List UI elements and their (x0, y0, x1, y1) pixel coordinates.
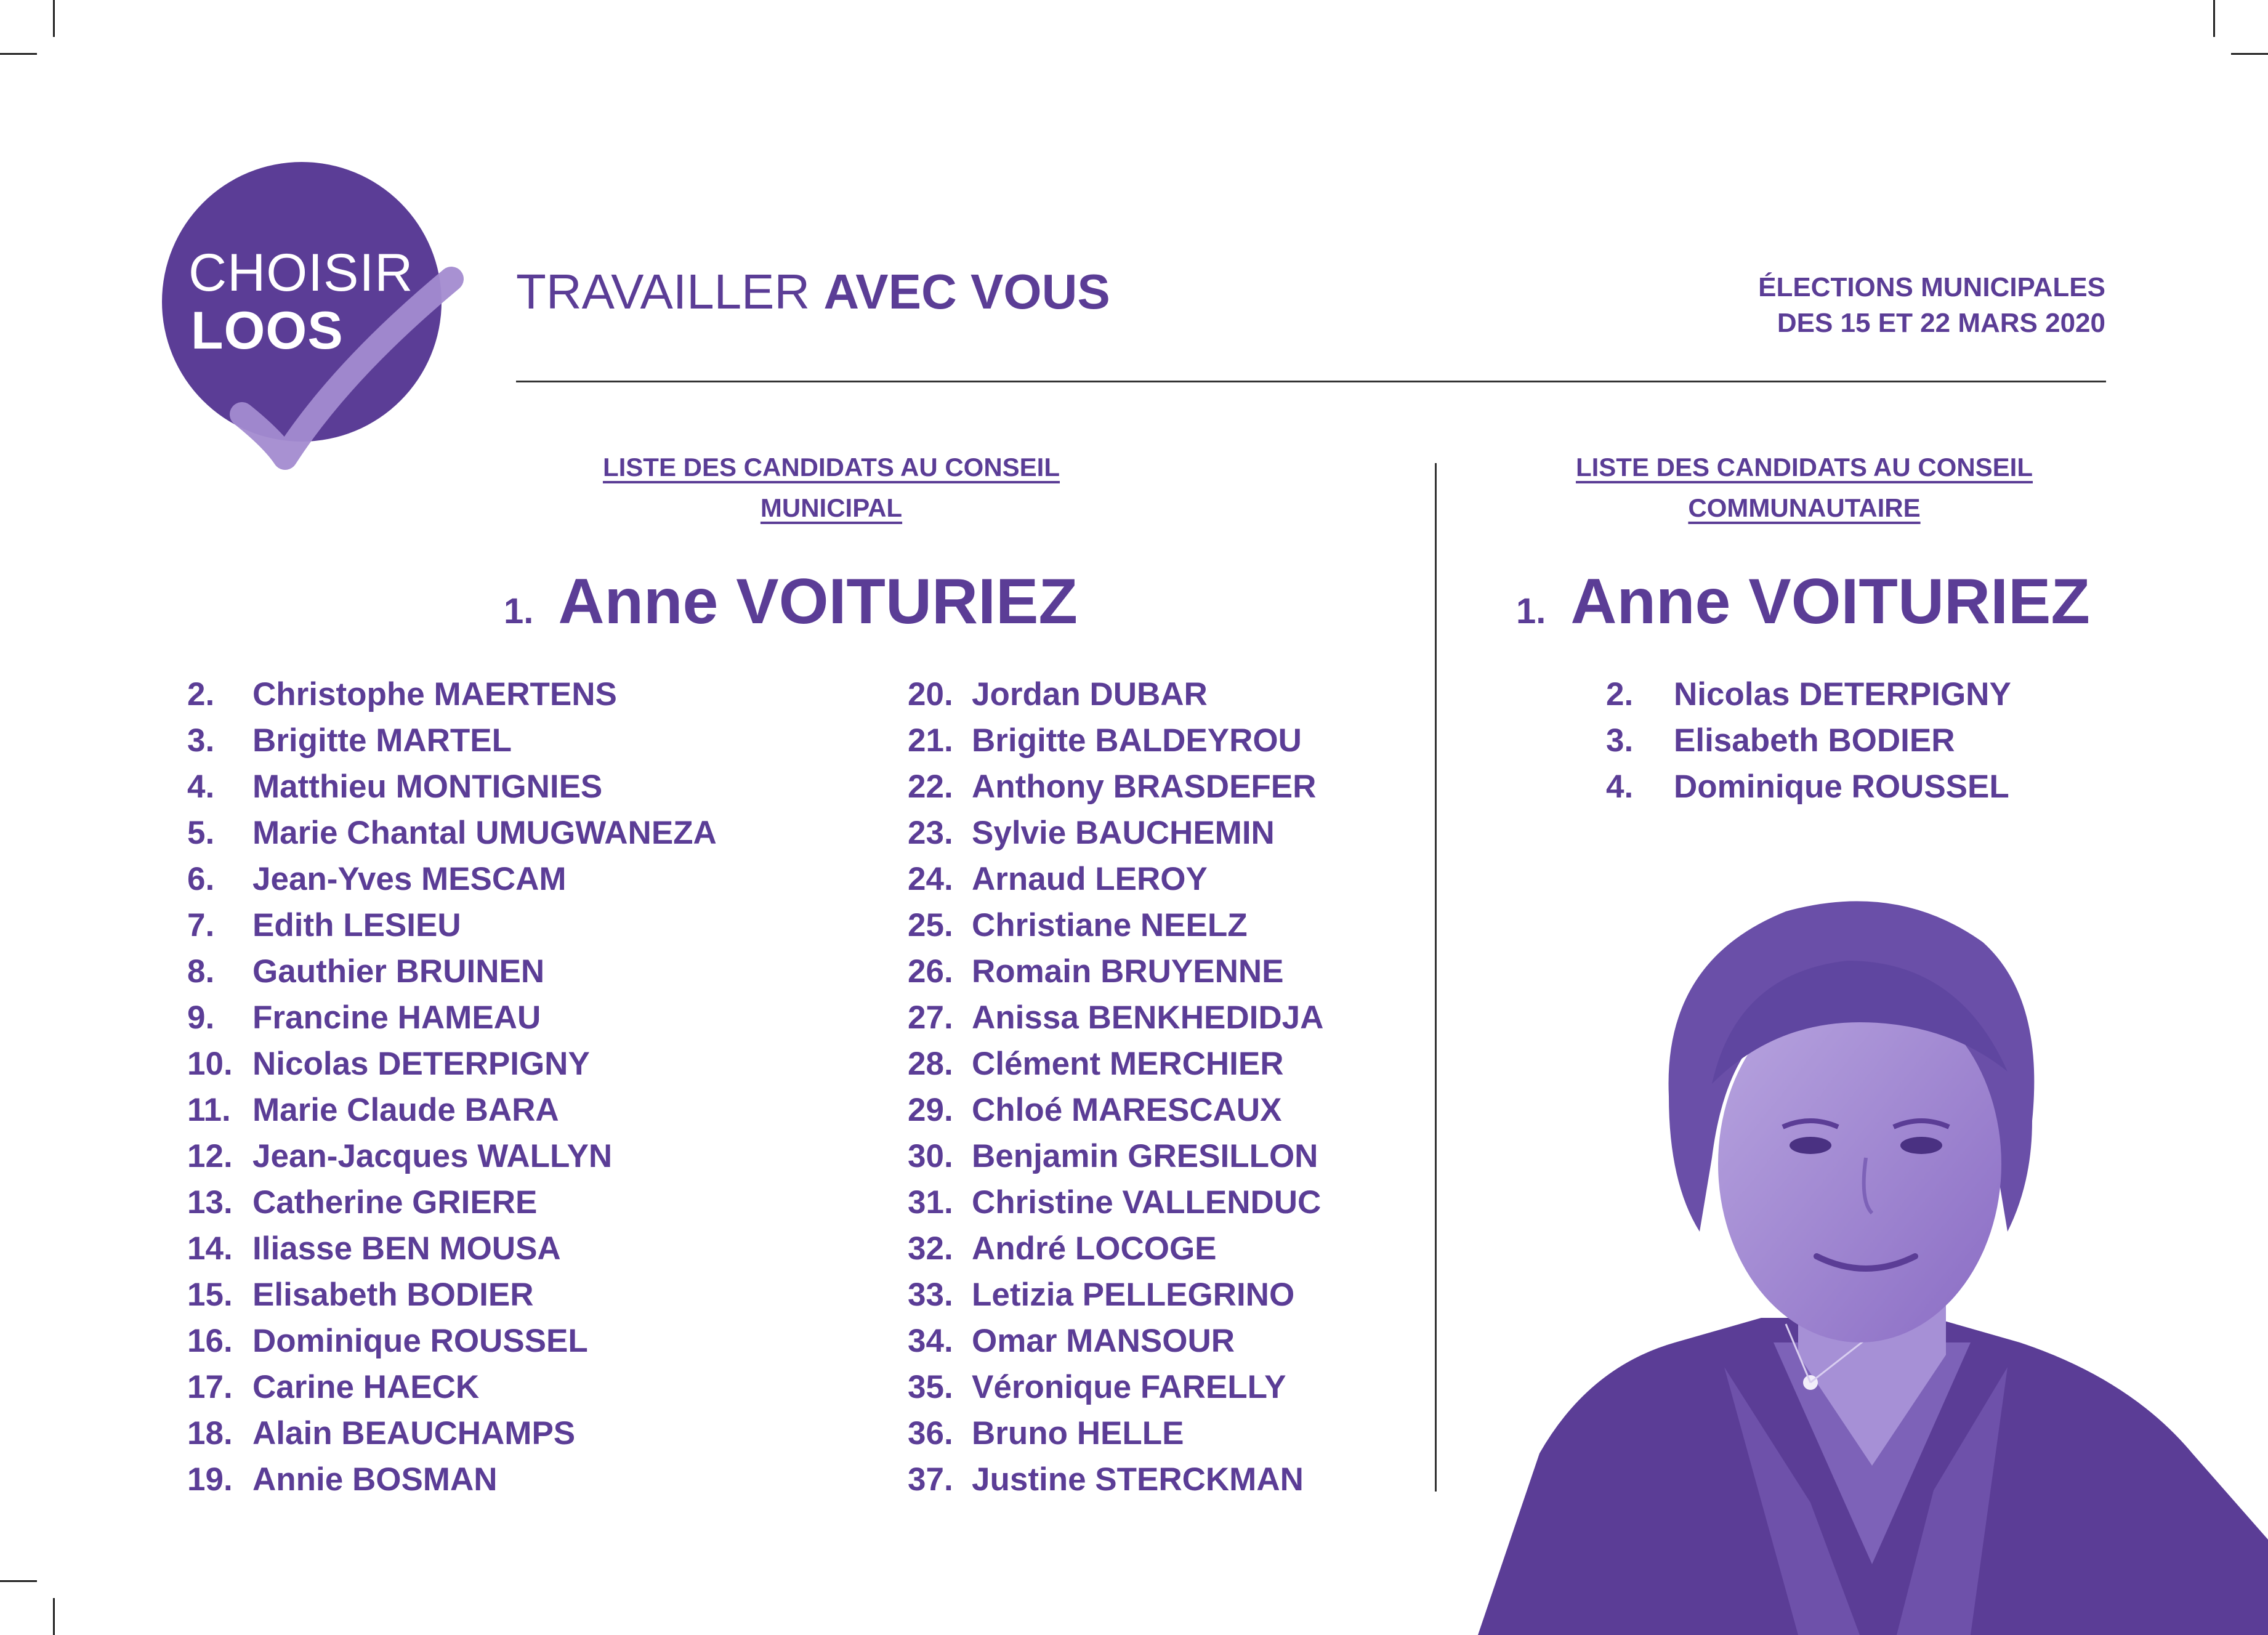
candidate-number: 11. (187, 1092, 231, 1128)
candidate-number: 31. (908, 1184, 953, 1221)
candidate-number: 22. (908, 769, 953, 805)
candidate-name: Christine VALLENDUC (972, 1184, 1322, 1221)
candidate-number: 2. (1606, 676, 1634, 713)
candidate-item (187, 1041, 717, 1087)
candidate-name: Anissa BENKHEDIDJA (972, 999, 1324, 1036)
communautaire-title-line2: COMMUNAUTAIRE (1688, 493, 1921, 522)
candidate-number: 34. (908, 1323, 953, 1359)
candidate-item (908, 717, 1323, 764)
candidate-item (908, 856, 1323, 902)
candidate-name: Anthony BRASDEFER (972, 769, 1317, 805)
candidate-item (187, 1179, 717, 1225)
candidate-name: Christophe MAERTENS (252, 676, 617, 713)
candidate-name: Carine HAECK (252, 1369, 480, 1405)
candidate-name: Jean-Jacques WALLYN (252, 1138, 613, 1174)
crop-mark (2231, 53, 2268, 55)
candidate-name: Iliasse BEN MOUSA (252, 1230, 561, 1267)
logo-text-choisir: CHOISIR (188, 243, 414, 302)
candidate-item (187, 902, 717, 948)
candidate-item (908, 1318, 1323, 1364)
candidate-number: 33. (908, 1277, 953, 1313)
candidate-number: 32. (908, 1230, 953, 1267)
candidate-name: Nicolas DETERPIGNY (252, 1046, 590, 1082)
election-line1: ÉLECTIONS MUNICIPALES (1758, 272, 2105, 302)
candidate-number: 37. (908, 1461, 953, 1498)
head-name: Anne VOITURIEZ (558, 566, 1078, 637)
candidate-name: Benjamin GRESILLON (972, 1138, 1318, 1174)
candidate-item (187, 717, 717, 764)
candidate-number: 25. (908, 907, 953, 943)
candidate-number: 7. (187, 907, 215, 943)
candidate-name: Francine HAMEAU (252, 999, 541, 1036)
candidate-item (187, 1318, 717, 1364)
candidate-name: Alain BEAUCHAMPS (252, 1415, 576, 1451)
candidate-item (908, 948, 1323, 995)
municipal-head-candidate (504, 565, 1078, 639)
candidate-name: Annie BOSMAN (252, 1461, 498, 1498)
candidate-number: 13. (187, 1184, 233, 1221)
municipal-title-line2: MUNICIPAL (760, 493, 903, 522)
candidate-number: 35. (908, 1369, 953, 1405)
candidate-name: Edith LESIEU (252, 907, 461, 943)
candidate-number: 9. (187, 999, 215, 1036)
candidate-name: Sylvie BAUCHEMIN (972, 815, 1275, 851)
communautaire-title-line1: LISTE DES CANDIDATS AU CONSEIL (1575, 453, 2033, 482)
candidate-number: 15. (187, 1277, 233, 1313)
candidate-name: André LOCOGE (972, 1230, 1217, 1267)
candidate-number: 27. (908, 999, 953, 1036)
municipal-list-col1 (187, 671, 717, 1503)
candidate-number: 4. (187, 769, 215, 805)
candidate-item (908, 1456, 1323, 1503)
candidate-item (187, 995, 717, 1041)
column-divider (1435, 463, 1437, 1492)
candidate-item (187, 671, 717, 717)
head-name: Anne VOITURIEZ (1570, 566, 2090, 637)
candidate-name: Marie Chantal UMUGWANEZA (252, 815, 717, 851)
candidate-item (908, 671, 1323, 717)
candidate-name: Chloé MARESCAUX (972, 1092, 1282, 1128)
candidate-item (187, 1225, 717, 1272)
candidate-name: Arnaud LEROY (972, 861, 1208, 897)
candidate-item (908, 1272, 1323, 1318)
header-divider (516, 381, 2106, 382)
candidate-number: 8. (187, 953, 215, 990)
candidate-number: 26. (908, 953, 953, 990)
candidate-item (908, 764, 1323, 810)
candidate-name: Brigitte BALDEYROU (972, 722, 1302, 759)
candidate-number: 16. (187, 1323, 233, 1359)
communautaire-title (1466, 447, 2143, 528)
candidate-name: Clément MERCHIER (972, 1046, 1284, 1082)
candidate-name: Elisabeth BODIER (1674, 722, 1955, 759)
candidate-name: Véronique FARELLY (972, 1369, 1286, 1405)
candidate-item (1606, 717, 2011, 764)
candidate-number: 30. (908, 1138, 953, 1174)
candidate-number: 4. (1606, 769, 1634, 805)
candidate-name: Elisabeth BODIER (252, 1277, 534, 1313)
tagline-part2: AVEC VOUS (823, 264, 1110, 319)
candidate-item (908, 1364, 1323, 1410)
candidate-number: 6. (187, 861, 215, 897)
election-date (1758, 270, 2105, 341)
communautaire-list (1606, 671, 2011, 810)
candidate-name: Nicolas DETERPIGNY (1674, 676, 2011, 713)
election-line2: DES 15 ET 22 MARS 2020 (1777, 308, 2105, 338)
candidate-item (1606, 764, 2011, 810)
candidate-name: Dominique ROUSSEL (1674, 769, 2009, 805)
candidate-number: 3. (1606, 722, 1634, 759)
candidate-number: 29. (908, 1092, 953, 1128)
logo-text-loos: LOOS (191, 301, 344, 360)
head-number: 1. (504, 591, 534, 631)
candidate-number: 24. (908, 861, 953, 897)
candidate-item (908, 1225, 1323, 1272)
candidate-item (908, 1179, 1323, 1225)
crop-mark (53, 1598, 55, 1635)
candidate-number: 18. (187, 1415, 233, 1451)
candidate-item (1606, 671, 2011, 717)
candidate-item (187, 856, 717, 902)
candidate-item (187, 1410, 717, 1456)
candidate-number: 5. (187, 815, 215, 851)
candidate-number: 14. (187, 1230, 233, 1267)
candidate-name: Brigitte MARTEL (252, 722, 512, 759)
candidate-number: 28. (908, 1046, 953, 1082)
candidate-name: Gauthier BRUINEN (252, 953, 545, 990)
candidate-item (908, 1087, 1323, 1133)
candidate-item (908, 810, 1323, 856)
candidate-number: 19. (187, 1461, 233, 1498)
candidate-item (908, 1133, 1323, 1179)
candidate-number: 10. (187, 1046, 233, 1082)
candidate-number: 20. (908, 676, 953, 713)
municipal-title-line1: LISTE DES CANDIDATS AU CONSEIL (602, 453, 1060, 482)
candidate-item (187, 1087, 717, 1133)
candidate-item (187, 1272, 717, 1318)
candidate-number: 23. (908, 815, 953, 851)
candidate-name: Marie Claude BARA (252, 1092, 559, 1128)
candidate-number: 12. (187, 1138, 233, 1174)
candidate-number: 36. (908, 1415, 953, 1451)
candidate-item (187, 810, 717, 856)
candidate-name: Dominique ROUSSEL (252, 1323, 588, 1359)
candidate-number: 21. (908, 722, 953, 759)
candidate-name: Bruno HELLE (972, 1415, 1184, 1451)
candidate-item (908, 902, 1323, 948)
candidate-name: Catherine GRIERE (252, 1184, 538, 1221)
candidate-item (187, 948, 717, 995)
candidate-number: 17. (187, 1369, 233, 1405)
crop-mark (53, 0, 55, 37)
candidate-item (908, 1410, 1323, 1456)
municipal-list-col2 (908, 671, 1323, 1503)
crop-mark (0, 1580, 37, 1582)
candidate-name: Matthieu MONTIGNIES (252, 769, 603, 805)
head-number: 1. (1516, 591, 1546, 631)
candidate-name: Omar MANSOUR (972, 1323, 1235, 1359)
candidate-name: Letizia PELLEGRINO (972, 1277, 1295, 1313)
candidate-item (908, 1041, 1323, 1087)
candidate-item (187, 1456, 717, 1503)
tagline-part1: TRAVAILLER (516, 264, 824, 319)
candidate-portrait (1466, 838, 2268, 1635)
communautaire-head-candidate (1516, 565, 2090, 639)
candidate-item (908, 995, 1323, 1041)
candidate-item (187, 1364, 717, 1410)
candidate-name: Christiane NEELZ (972, 907, 1248, 943)
candidate-name: Jordan DUBAR (972, 676, 1208, 713)
candidate-item (187, 1133, 717, 1179)
crop-mark (2213, 0, 2215, 37)
candidate-number: 2. (187, 676, 215, 713)
tagline (516, 264, 1110, 320)
candidate-name: Jean-Yves MESCAM (252, 861, 567, 897)
candidate-item (187, 764, 717, 810)
candidate-number: 3. (187, 722, 215, 759)
candidate-name: Justine STERCKMAN (972, 1461, 1304, 1498)
candidate-name: Romain BRUYENNE (972, 953, 1284, 990)
municipal-title (493, 447, 1170, 528)
crop-mark (0, 53, 37, 55)
